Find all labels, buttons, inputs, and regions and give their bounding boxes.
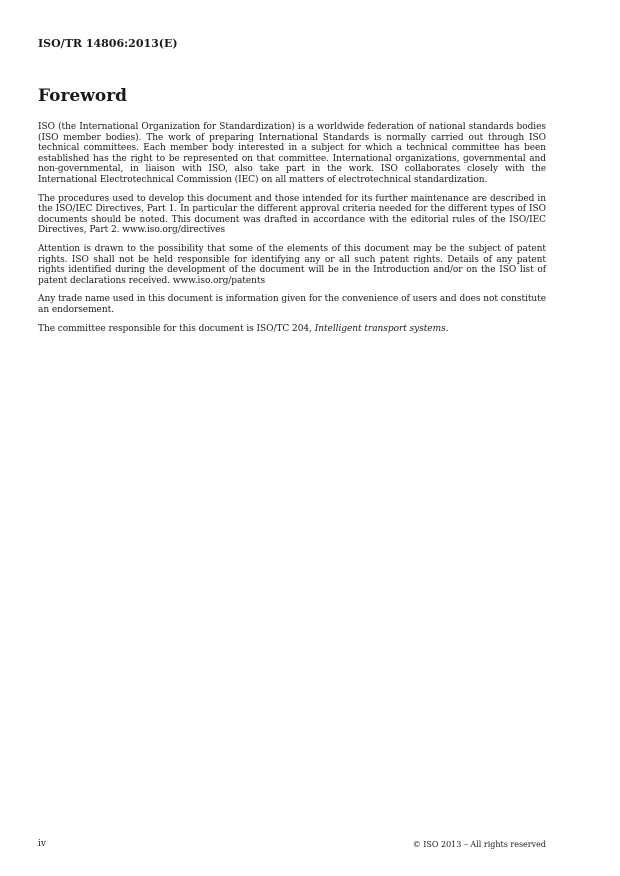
section-heading: Foreword	[38, 86, 128, 106]
committee-prefix: The committee responsible for this document is ISO/TC 204,	[38, 323, 315, 334]
paragraph-patent-rights: Attention is drawn to the possibility that some of the elements of this document may be the subject of patent rights. ISO shall not be held responsible for identifying any or all such patent rights. Details of any patent rights identified during the development of the document will be in the Introduction and/or on the ISO list of patent declarations received. www.iso.org/patents	[38, 243, 546, 286]
paragraph-procedures: The procedures used to develop this document and those intended for its further maintenance are described in the ISO/IEC Directives, Part 1. In particular the different approval criteria needed for the different types of ISO documents should be noted. This document was drafted in accordance with the editorial rules of the ISO/IEC Directives, Part 2. www.iso.org/directives	[38, 193, 546, 236]
foreword-body	[38, 122, 546, 342]
copyright-notice: © ISO 2013 – All rights reserved	[412, 840, 546, 849]
committee-name: Intelligent transport systems	[314, 323, 446, 334]
paragraph-iso-federation: ISO (the International Organization for Standardization) is a worldwide federation of national standards bodies (ISO member bodies). The work of preparing International Standards is normally carried out through ISO technical committees. Each member body interested in a subject for which a technical committee has been established has the right to be represented on that committee. International organizations, governmental and non-governmental, in liaison with ISO, also take part in the work. ISO collaborates closely with the International Electrotechnical Commission (IEC) on all matters of electrotechnical standardization.	[38, 122, 546, 185]
document-identifier: ISO/TR 14806:2013(E)	[38, 37, 178, 50]
committee-suffix: .	[445, 323, 449, 334]
page-number: iv	[38, 839, 46, 849]
paragraph-committee	[38, 324, 546, 335]
paragraph-trade-names: Any trade name used in this document is information given for the convenience of users and does not constitute an endorsement.	[38, 294, 546, 315]
